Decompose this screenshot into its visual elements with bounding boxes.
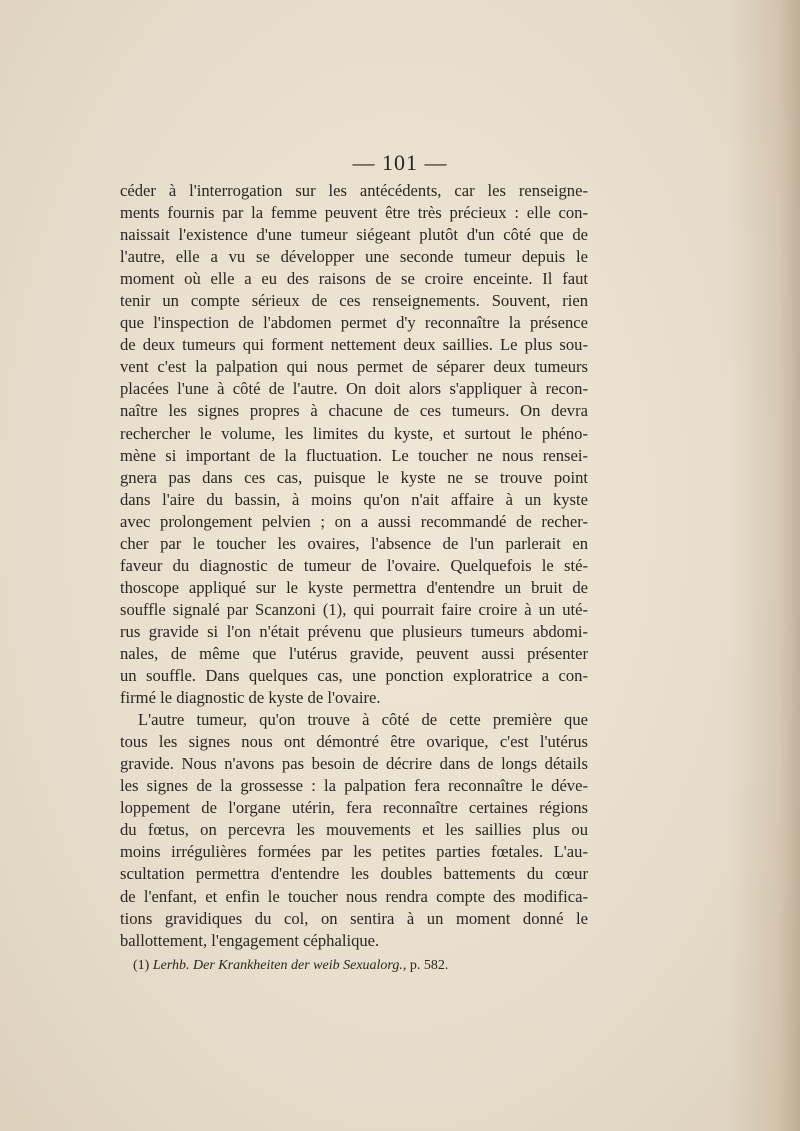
text-line: naissait l'existence d'une tumeur siégeant plutôt d'un côté que de	[120, 225, 588, 245]
text-line: que l'inspection de l'abdomen permet d'y reconnaître la présence	[120, 313, 588, 333]
text-line: firmé le diagnostic de kyste de l'ovaire.	[120, 688, 381, 708]
text-line: L'autre tumeur, qu'on trouve à côté de cette première que	[138, 710, 588, 730]
text-line: ments fournis par la femme peuvent être très précieux : elle con-	[120, 203, 588, 223]
text-line: l'autre, elle a vu se développer une seconde tumeur depuis le	[120, 247, 588, 267]
text-line: scultation permettra d'entendre les doubles battements du cœur	[120, 864, 588, 884]
text-line: moins irrégulières formées par les petites parties fœtales. L'au-	[120, 842, 588, 862]
text-line: tions gravidiques du col, on sentira à un moment donné le	[120, 908, 588, 928]
footnote	[133, 958, 593, 974]
text-line: placées l'une à côté de l'autre. On doit alors s'appliquer à recon-	[120, 379, 588, 399]
footnote-reference: Lerhb. Der Krankheiten der weib Sexualorg.,	[152, 958, 407, 973]
text-line: céder à l'interrogation sur les antécédents, car les renseigne-	[120, 181, 588, 200]
text-line: gnera pas dans ces cas, puisque le kyste ne se trouve point	[120, 467, 588, 487]
text-line: moment où elle a eu des raisons de se croire enceinte. Il faut	[120, 269, 588, 289]
text-line: souffle signalé par Scanzoni (1), qui pourrait faire croire à un uté-	[120, 599, 588, 619]
page-number: — 101 —	[352, 150, 448, 175]
text-line: cher par le toucher les ovaires, l'absence de l'un parlerait en	[120, 533, 588, 553]
footnote-marker: (1)	[133, 958, 150, 973]
text-line: de deux tumeurs qui forment nettement deux saillies. Le plus sou-	[120, 335, 588, 355]
text-line: mène si important de la fluctuation. Le toucher ne nous rensei-	[120, 445, 588, 465]
footnote-page: p. 582.	[409, 958, 449, 973]
text-line: nales, de même que l'utérus gravide, peuvent aussi présenter	[120, 643, 588, 663]
text-line: naître les signes propres à chacune de ces tumeurs. On devra	[120, 401, 588, 421]
text-line: dans l'aire du bassin, à moins qu'on n'ait affaire à un kyste	[120, 489, 588, 509]
text-line: ballottement, l'engagement céphalique.	[120, 930, 380, 950]
text-line: thoscope appliqué sur le kyste permettra d'entendre un bruit de	[120, 577, 588, 597]
body-text	[120, 180, 588, 952]
text-line: faveur du diagnostic de tumeur de l'ovaire. Quelquefois le sté-	[120, 555, 588, 575]
text-line: de l'enfant, et enfin le toucher nous rendra compte des modifica-	[120, 886, 588, 906]
text-line: gravide. Nous n'avons pas besoin de décrire dans de longs détails	[120, 754, 588, 774]
text-line: rus gravide si l'on n'était prévenu que plusieurs tumeurs abdomi-	[120, 621, 588, 641]
text-line: vent c'est la palpation qui nous permet de séparer deux tumeurs	[120, 357, 588, 377]
paragraph	[120, 180, 588, 709]
text-line: tous les signes nous ont démontré être ovarique, c'est l'utérus	[120, 732, 588, 752]
text-line: avec prolongement pelvien ; on a aussi recommandé de recher-	[120, 511, 588, 531]
paragraph	[120, 709, 588, 952]
text-line: tenir un compte sérieux de ces renseignements. Souvent, rien	[120, 291, 588, 311]
text-line: un souffle. Dans quelques cas, une ponction exploratrice a con-	[120, 666, 588, 686]
text-line: les signes de la grossesse : la palpation fera reconnaître le déve-	[120, 776, 588, 796]
text-line: rechercher le volume, les limites du kyste, et surtout le phéno-	[120, 423, 588, 443]
text-line: loppement de l'organe utérin, fera reconnaître certaines régions	[120, 798, 588, 818]
text-line: du fœtus, on percevra les mouvements et les saillies plus ou	[120, 820, 588, 840]
